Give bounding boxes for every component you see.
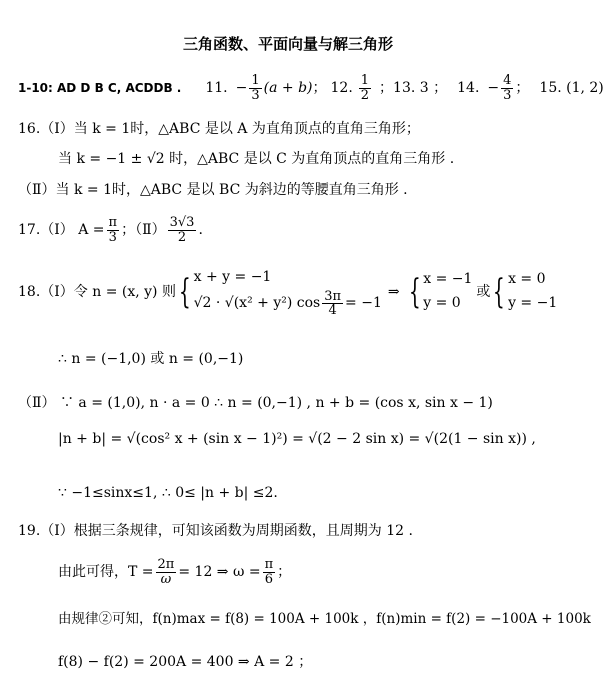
- q12-label: 12.: [330, 80, 353, 97]
- q19-line1: 19.（Ⅰ）根据三条规律，可知该函数为周期函数，且周期为 12 .: [18, 523, 413, 539]
- q16-line1: 16.（Ⅰ）当 k = 1时，△ABC 是以 A 为直角顶点的直角三角形；: [18, 121, 420, 137]
- q19-line3: 由规律②可知，f(n)max = f(8) = 100A + 100k ，f(n)min = f(2) = −100A + 100k: [58, 611, 591, 627]
- q18-sys1-line2a: √2 · √(x² + y²) cos: [193, 295, 321, 312]
- q18-part2-line2: |n + b| = √(cos² x + (sin x − 1)²) = √(2 − 2 sin x) = √(2(1 − sin x)) ,: [58, 431, 536, 447]
- q13-answer: ；13. 3 ；: [379, 80, 448, 97]
- q18-or: 或: [476, 284, 491, 301]
- q18-sys2-line1: x = −1: [423, 271, 473, 288]
- q18-sys3-line2: y = −1: [508, 295, 558, 312]
- q14-fraction: [501, 74, 513, 102]
- implies-arrow: ⇒: [387, 284, 400, 301]
- q11-den: 3: [251, 87, 260, 103]
- q17-b-den: 2: [177, 229, 187, 245]
- q17-row: [18, 216, 203, 244]
- q18-sys1-frac: [322, 290, 343, 318]
- q19-line2-end: ；: [277, 564, 292, 581]
- q17-b-num: 3√3: [169, 215, 195, 230]
- q11-fraction: [249, 74, 261, 102]
- q11-num: 1: [251, 73, 260, 88]
- q19-line2: [58, 558, 291, 586]
- q17-end: .: [198, 222, 203, 239]
- q18-system-2: [423, 268, 472, 316]
- left-brace-1: {: [178, 272, 191, 313]
- q18-system-3: [508, 268, 557, 316]
- q11-expr: (a + b): [263, 80, 313, 97]
- page-title: 三角函数、平面向量与解三角形: [183, 35, 394, 53]
- q16-line2: 当 k = −1 ± √2 时，△ABC 是以 C 为直角顶点的直角三角形 .: [58, 151, 455, 167]
- answers-1-10: 1-10: AD D B C, ACDDB .: [18, 81, 182, 96]
- q18-system-1: [194, 266, 382, 318]
- q17-frac-b: [168, 216, 197, 244]
- answers-row: [18, 74, 604, 102]
- q12-num: 1: [360, 73, 370, 88]
- q18-conclusion: ∴ n = (−1,0) 或 n = (0,−1): [58, 351, 244, 367]
- q14-sign: −: [487, 80, 500, 97]
- q19-frac2-num: π: [264, 557, 274, 572]
- q18-sys1-frac-num: 3π: [324, 288, 342, 304]
- q11-sep: ；: [312, 80, 327, 97]
- q14-label: 14.: [457, 80, 480, 97]
- q19-line4: f(8) − f(2) = 200A = 400 ⇒ A = 2 ；: [58, 654, 313, 670]
- q18-sys1-line2b: = −1: [345, 295, 382, 312]
- q19-frac-2: [263, 558, 276, 586]
- q14-sep: ；: [515, 80, 530, 97]
- q17-frac-a: [107, 216, 120, 244]
- q19-frac1-den: ω: [160, 571, 172, 587]
- q19-frac-1: [156, 558, 177, 586]
- q18-sys3-line1: x = 0: [508, 271, 546, 288]
- q18-sys2-line2: y = 0: [423, 295, 461, 312]
- q12-fraction: [359, 74, 371, 102]
- q18-sys1-line2: [194, 290, 382, 318]
- q17-prefix: 17.（Ⅰ） A =: [18, 222, 105, 239]
- q16-line3: （Ⅱ）当 k = 1时，△ABC 是以 BC 为斜边的等腰直角三角形 .: [18, 182, 408, 198]
- q17-mid: ；（Ⅱ）: [121, 222, 166, 239]
- q19-line2-prefix: 由此可得，T =: [58, 564, 154, 581]
- q15-answer: 15. (1, 2): [539, 80, 604, 97]
- q12-den: 2: [360, 87, 370, 103]
- q18-part2-line1: （Ⅱ） ∵ a = (1,0), n · a = 0 ∴ n = (0,−1) , n + b = (cos x, sin x − 1): [18, 395, 493, 411]
- q18-sys1-line1: x + y = −1: [193, 269, 272, 285]
- left-brace-3: {: [493, 272, 506, 313]
- q19-frac1-num: 2π: [157, 557, 175, 572]
- q11-label: 11.: [205, 80, 228, 97]
- q18-part2-line3: ∵ −1≤sinx≤1, ∴ 0≤ |n + b| ≤2.: [58, 485, 278, 501]
- q18-row: [18, 266, 557, 318]
- q14-den: 3: [503, 87, 512, 103]
- q17-a-den: 3: [108, 229, 117, 245]
- q17-a-num: π: [108, 215, 118, 230]
- q11-sign: −: [235, 80, 248, 97]
- left-brace-2: {: [408, 272, 421, 313]
- q18-prefix: 18.（Ⅰ）令 n = (x, y) 则: [18, 284, 176, 301]
- q19-line2-mid: = 12 ⇒ ω =: [178, 564, 261, 581]
- q18-sys1-frac-den: 4: [328, 303, 337, 319]
- q19-frac2-den: 6: [264, 571, 273, 587]
- q14-num: 4: [503, 73, 512, 88]
